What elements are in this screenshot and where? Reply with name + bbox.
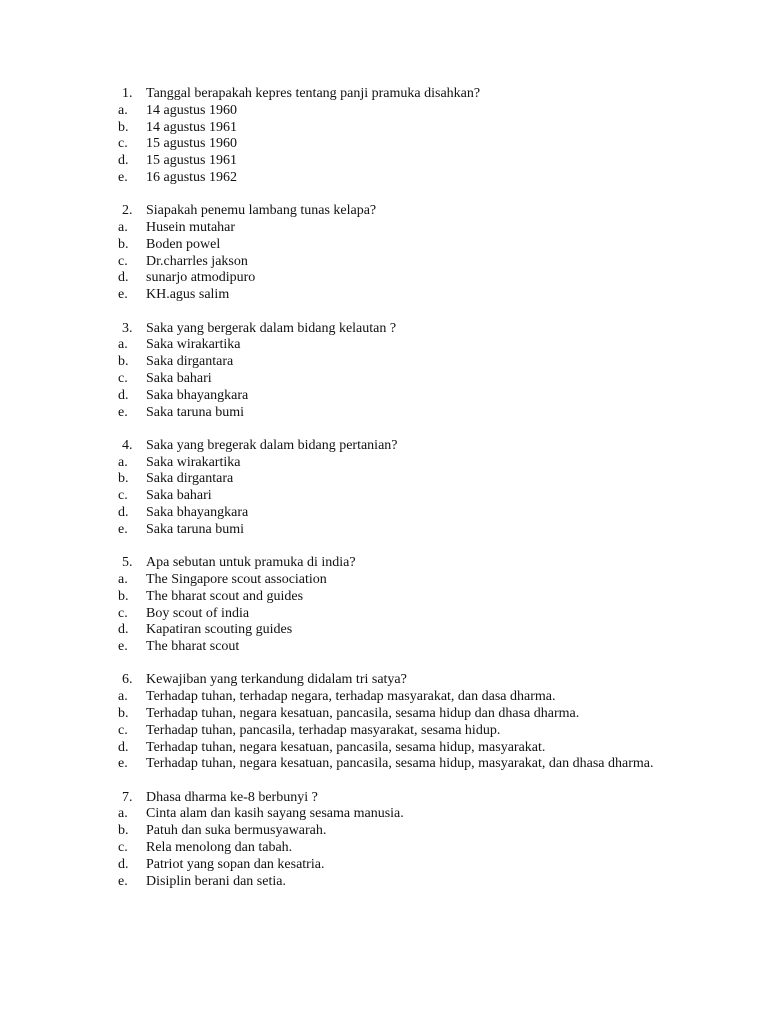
option-letter: e. bbox=[118, 169, 128, 185]
option-text: 14 agustus 1961 bbox=[146, 119, 237, 135]
question-6-stem bbox=[88, 672, 674, 689]
question-text: Kewajiban yang terkandung didalam tri satya? bbox=[146, 672, 407, 688]
option-letter: c. bbox=[118, 605, 128, 621]
option-e bbox=[88, 874, 674, 891]
question-4 bbox=[88, 438, 674, 539]
option-c bbox=[88, 723, 674, 740]
option-d bbox=[88, 505, 674, 522]
option-letter: a. bbox=[118, 337, 128, 353]
option-text: Dr.charrles jakson bbox=[146, 253, 248, 269]
option-text: Husein mutahar bbox=[146, 220, 236, 236]
option-letter: b. bbox=[118, 706, 129, 721]
option-a bbox=[88, 689, 674, 706]
option-letter: a. bbox=[118, 454, 128, 470]
question-1-stem bbox=[88, 86, 674, 103]
option-text: Saka dirgantara bbox=[146, 471, 234, 487]
option-c bbox=[88, 254, 674, 271]
option-text: The Singapore scout association bbox=[146, 571, 327, 587]
question-4-stem bbox=[88, 438, 674, 455]
option-text: 15 agustus 1960 bbox=[146, 136, 237, 152]
option-d bbox=[88, 622, 674, 639]
option-letter: c. bbox=[118, 136, 128, 152]
option-d bbox=[88, 740, 674, 757]
option-letter: e. bbox=[118, 756, 128, 772]
option-text: Disiplin berani dan setia. bbox=[146, 873, 286, 889]
option-a bbox=[88, 337, 674, 354]
question-text: Saka yang bergerak dalam bidang kelautan ? bbox=[146, 320, 397, 336]
option-b bbox=[88, 823, 674, 840]
question-number: 4. bbox=[122, 437, 133, 453]
option-letter: b. bbox=[118, 354, 129, 370]
question-text: Saka yang bregerak dalam bidang pertanian? bbox=[146, 437, 398, 453]
option-b bbox=[88, 706, 674, 723]
option-c bbox=[88, 840, 674, 857]
option-text: Patriot yang sopan dan kesatria. bbox=[146, 856, 325, 872]
question-2 bbox=[88, 203, 674, 304]
option-text: Saka taruna bumi bbox=[146, 404, 244, 420]
option-b bbox=[88, 354, 674, 371]
option-letter: e. bbox=[118, 404, 128, 420]
option-letter: d. bbox=[118, 856, 129, 872]
option-text: Terhadap tuhan, negara kesatuan, pancasila, sesama hidup dan dhasa dharma. bbox=[146, 706, 580, 721]
option-text: Terhadap tuhan, terhadap negara, terhadap masyarakat, dan dasa dharma. bbox=[146, 689, 556, 705]
option-e bbox=[88, 756, 674, 773]
option-text: Kapatiran scouting guides bbox=[146, 622, 293, 638]
option-text: KH.agus salim bbox=[146, 287, 230, 303]
option-d bbox=[88, 388, 674, 405]
option-a bbox=[88, 220, 674, 237]
question-list bbox=[88, 86, 674, 907]
option-e bbox=[88, 639, 674, 656]
question-number: 6. bbox=[122, 672, 133, 688]
option-letter: d. bbox=[118, 270, 129, 286]
option-text: The bharat scout bbox=[146, 639, 240, 655]
option-text: Terhadap tuhan, negara kesatuan, pancasila, sesama hidup, masyarakat. bbox=[146, 739, 546, 755]
option-text: Terhadap tuhan, negara kesatuan, pancasila, sesama hidup, masyarakat, dan dhasa dharma. bbox=[146, 756, 654, 772]
question-number: 3. bbox=[122, 320, 133, 336]
option-c bbox=[88, 488, 674, 505]
question-text: Tanggal berapakah kepres tentang panji pramuka disahkan? bbox=[146, 86, 481, 101]
option-letter: c. bbox=[118, 370, 128, 386]
option-a bbox=[88, 806, 674, 823]
option-letter: c. bbox=[118, 488, 128, 504]
question-text: Dhasa dharma ke-8 berbunyi ? bbox=[146, 789, 318, 805]
option-letter: b. bbox=[118, 471, 129, 487]
option-text: Cinta alam dan kasih sayang sesama manusia. bbox=[146, 806, 404, 822]
question-7 bbox=[88, 790, 674, 891]
option-text: 14 agustus 1960 bbox=[146, 102, 237, 118]
question-6 bbox=[88, 672, 674, 773]
option-a bbox=[88, 455, 674, 472]
option-d bbox=[88, 153, 674, 170]
question-2-stem bbox=[88, 203, 674, 220]
option-c bbox=[88, 136, 674, 153]
option-text: Rela menolong dan tabah. bbox=[146, 840, 293, 856]
option-letter: b. bbox=[118, 588, 129, 604]
question-1 bbox=[88, 86, 674, 187]
option-text: Saka bahari bbox=[146, 488, 212, 504]
option-c bbox=[88, 371, 674, 388]
option-a bbox=[88, 103, 674, 120]
option-text: Boy scout of india bbox=[146, 605, 250, 621]
option-letter: b. bbox=[118, 823, 129, 839]
option-letter: e. bbox=[118, 639, 128, 655]
option-letter: a. bbox=[118, 571, 128, 587]
option-letter: e. bbox=[118, 287, 128, 303]
option-letter: c. bbox=[118, 722, 128, 738]
question-number: 7. bbox=[122, 789, 133, 805]
option-text: Saka wirakartika bbox=[146, 337, 241, 353]
option-letter: b. bbox=[118, 236, 129, 252]
question-text: Apa sebutan untuk pramuka di india? bbox=[146, 555, 356, 571]
question-7-stem bbox=[88, 790, 674, 807]
option-letter: c. bbox=[118, 253, 128, 269]
option-e bbox=[88, 170, 674, 187]
option-wrap bbox=[88, 756, 674, 773]
option-text: Patuh dan suka bermusyawarah. bbox=[146, 823, 327, 839]
option-letter: d. bbox=[118, 387, 129, 403]
option-letter: a. bbox=[118, 806, 128, 822]
option-b bbox=[88, 589, 674, 606]
question-number: 1. bbox=[122, 86, 133, 101]
question-3-stem bbox=[88, 321, 674, 338]
option-text: The bharat scout and guides bbox=[146, 588, 304, 604]
option-b bbox=[88, 120, 674, 137]
option-letter: d. bbox=[118, 153, 129, 169]
option-letter: b. bbox=[118, 119, 129, 135]
option-text: Saka taruna bumi bbox=[146, 521, 244, 537]
question-number: 2. bbox=[122, 203, 133, 219]
option-text: 15 agustus 1961 bbox=[146, 153, 237, 169]
option-letter: a. bbox=[118, 689, 128, 705]
question-5-stem bbox=[88, 555, 674, 572]
question-number: 5. bbox=[122, 555, 133, 571]
option-e bbox=[88, 287, 674, 304]
option-letter: a. bbox=[118, 220, 128, 236]
option-text: Terhadap tuhan, pancasila, terhadap masyarakat, sesama hidup. bbox=[146, 722, 501, 738]
option-text: Saka dirgantara bbox=[146, 354, 234, 370]
question-text: Siapakah penemu lambang tunas kelapa? bbox=[146, 203, 377, 219]
option-letter: a. bbox=[118, 102, 128, 118]
option-text: Boden powel bbox=[146, 236, 221, 252]
option-text: 16 agustus 1962 bbox=[146, 169, 237, 185]
option-text: Saka bhayangkara bbox=[146, 505, 249, 521]
question-3 bbox=[88, 321, 674, 422]
option-letter: d. bbox=[118, 622, 129, 638]
option-text: Saka bhayangkara bbox=[146, 387, 249, 403]
option-b bbox=[88, 237, 674, 254]
option-text: Saka wirakartika bbox=[146, 454, 241, 470]
option-e bbox=[88, 405, 674, 422]
option-letter: d. bbox=[118, 739, 129, 755]
option-letter: e. bbox=[118, 521, 128, 537]
option-d bbox=[88, 857, 674, 874]
option-text: Saka bahari bbox=[146, 370, 212, 386]
option-c bbox=[88, 606, 674, 623]
option-b bbox=[88, 471, 674, 488]
question-5 bbox=[88, 555, 674, 656]
option-text: sunarjo atmodipuro bbox=[146, 270, 256, 286]
option-letter: e. bbox=[118, 873, 128, 889]
option-d bbox=[88, 270, 674, 287]
option-e bbox=[88, 522, 674, 539]
option-letter: c. bbox=[118, 840, 128, 856]
option-letter: d. bbox=[118, 505, 129, 521]
option-a bbox=[88, 572, 674, 589]
